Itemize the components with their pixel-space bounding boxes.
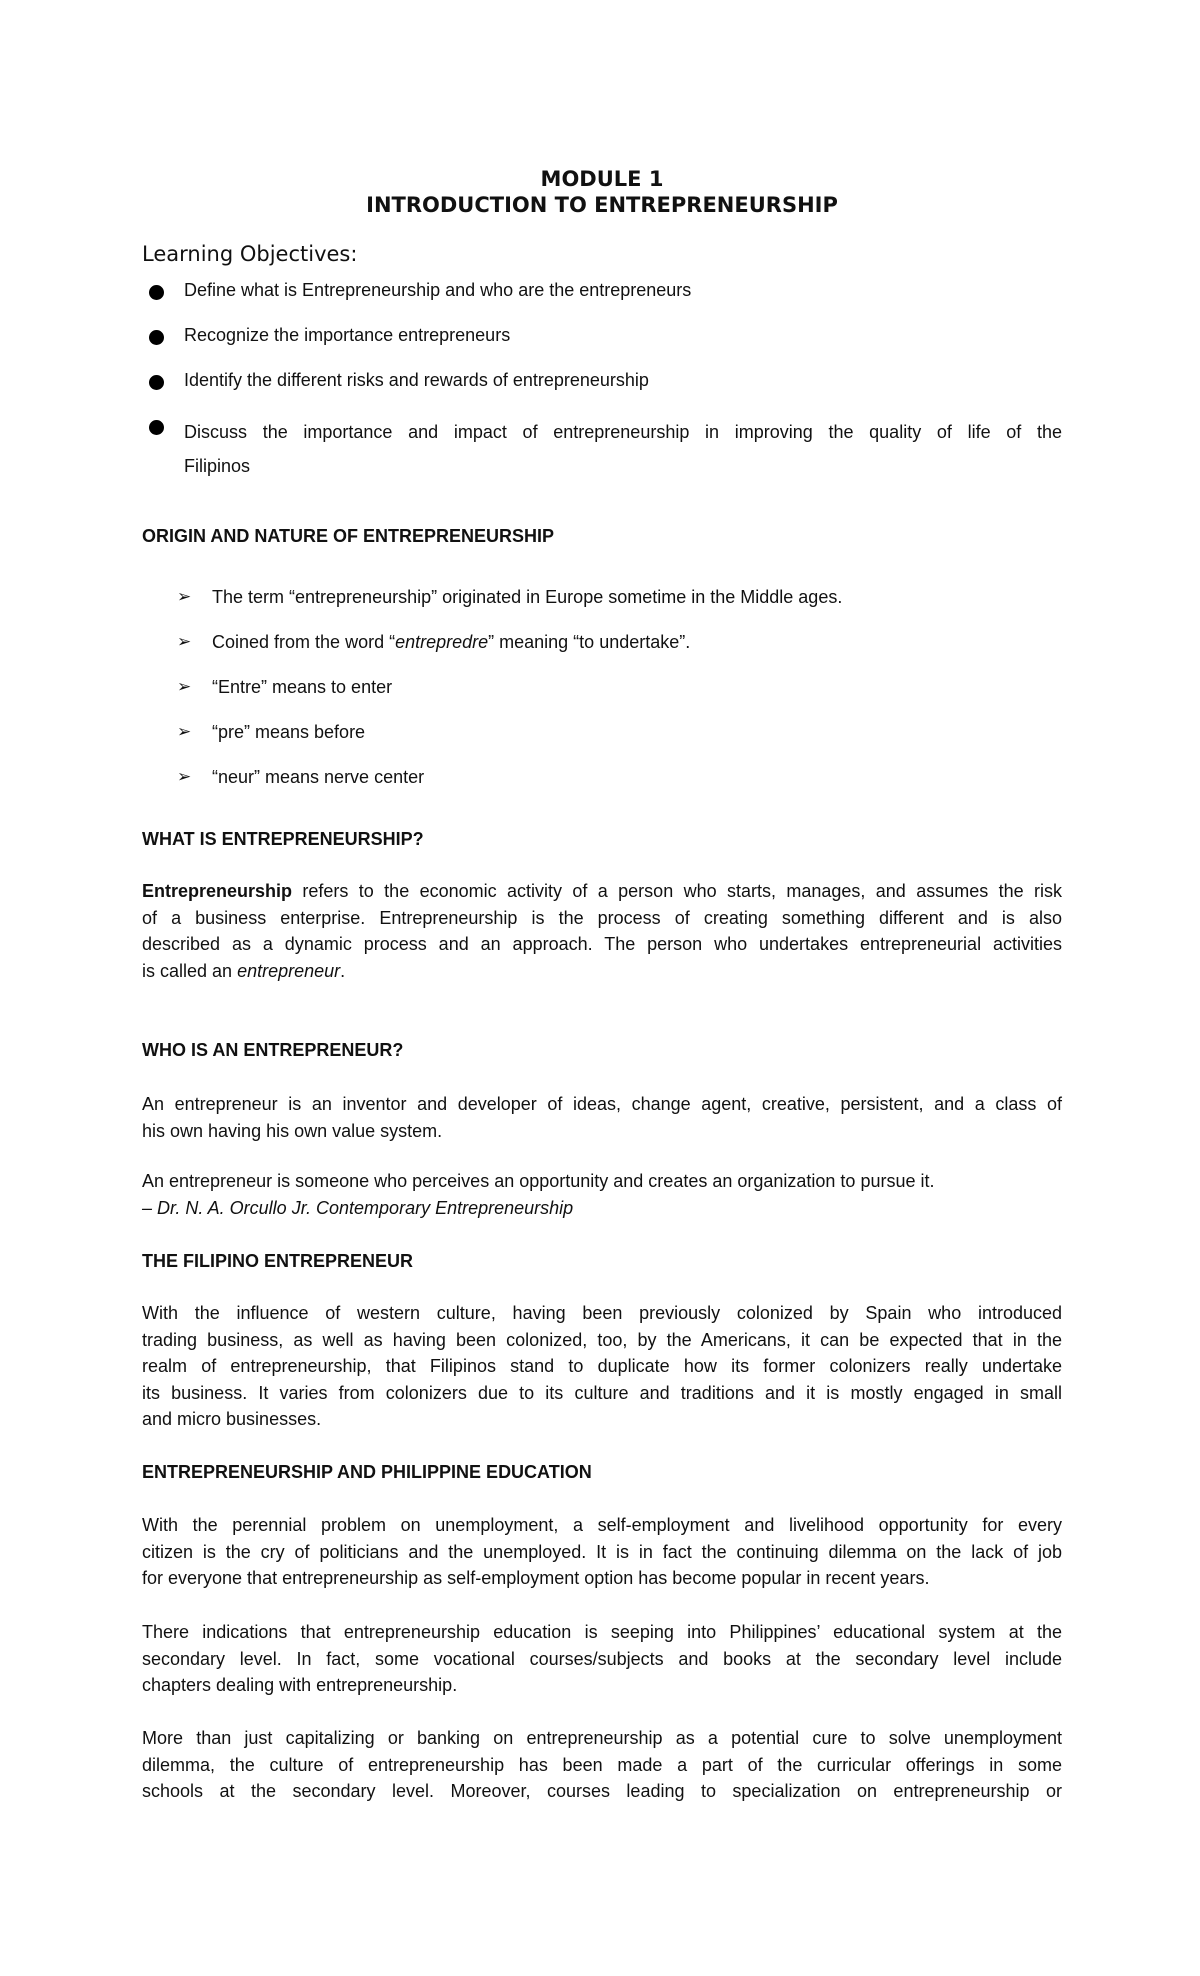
paragraph-text: . xyxy=(340,960,346,981)
what-is-paragraph xyxy=(142,878,1062,984)
objective-line: Filipinos xyxy=(184,456,251,476)
arrow-bullet-icon: ➢ xyxy=(177,632,192,651)
bullet-icon xyxy=(149,420,164,435)
paragraph-text: is called an xyxy=(142,960,238,981)
paragraph-line: realm of entrepreneurship, that Filipinos stand to duplicate how its former colonizers really undertake xyxy=(142,1356,1062,1377)
paragraph-line: dilemma, the culture of entrepreneurship has been made a part of the curricular offerings in some xyxy=(142,1754,1062,1775)
filipino-heading: THE FILIPINO ENTREPRENEUR xyxy=(142,1251,414,1271)
education-paragraph xyxy=(142,1619,1062,1699)
paragraph-line: schools at the secondary level. Moreover, courses leading to specialization on entrepreneurship or xyxy=(142,1781,1062,1802)
paragraph-line: its business. It varies from colonizers due to its culture and traditions and it is mostly engaged in small xyxy=(142,1382,1062,1403)
origin-item: “Entre” means to enter xyxy=(212,677,393,697)
arrow-bullet-icon: ➢ xyxy=(177,767,192,786)
arrow-bullet-icon: ➢ xyxy=(177,677,192,696)
bullet-icon xyxy=(149,375,164,390)
definition-quote: An entrepreneur is someone who perceives an opportunity and creates an organization to pursue it. xyxy=(142,1171,935,1191)
objective-item: Recognize the importance entrepreneurs xyxy=(184,325,511,345)
term-bold: Entrepreneurship xyxy=(142,881,293,901)
bullet-icon xyxy=(149,330,164,345)
module-number: MODULE 1 xyxy=(540,167,664,191)
objective-item xyxy=(184,415,1062,483)
paragraph-line: for everyone that entrepreneurship as self-employment option has become popular in recent years. xyxy=(142,1568,930,1589)
objective-line: Discuss the importance and impact of entrepreneurship in improving the quality of life of the xyxy=(184,422,1062,442)
paragraph-line: With the perennial problem on unemployment, a self-employment and livelihood opportunity for every xyxy=(142,1515,1062,1535)
learning-objectives-heading: Learning Objectives: xyxy=(142,242,358,266)
paragraph-line: An entrepreneur is an inventor and developer of ideas, change agent, creative, persistent, and a class of xyxy=(142,1094,1062,1114)
paragraph-line xyxy=(142,878,1062,905)
paragraph-line: There indications that entrepreneurship education is seeping into Philippines’ educational system at the xyxy=(142,1622,1062,1642)
paragraph-line: citizen is the cry of politicians and the unemployed. It is in fact the continuing dilemma on the lack of job xyxy=(142,1541,1062,1562)
paragraph-line xyxy=(142,958,1062,985)
objective-item: Identify the different risks and rewards of entrepreneurship xyxy=(184,370,649,390)
what-is-heading: WHAT IS ENTREPRENEURSHIP? xyxy=(142,829,424,849)
origin-heading: ORIGIN AND NATURE OF ENTREPRENEURSHIP xyxy=(142,526,555,546)
education-paragraph xyxy=(142,1725,1062,1805)
objective-item: Define what is Entrepreneurship and who are the entrepreneurs xyxy=(184,280,692,300)
paragraph-line: of a business enterprise. Entrepreneurship is the process of creating something different and is also xyxy=(142,907,1062,928)
paragraph-line: With the influence of western culture, having been previously colonized by Spain who introduced xyxy=(142,1303,1062,1323)
paragraph-line: More than just capitalizing or banking on entrepreneurship as a potential cure to solve unemployment xyxy=(142,1728,1062,1748)
origin-item-text: Coined from the word “ xyxy=(212,632,396,652)
paragraph-line: trading business, as well as having been colonized, too, by the Americans, it can be expected that in the xyxy=(142,1329,1062,1350)
origin-item-text: ” meaning “to undertake”. xyxy=(488,632,691,652)
education-paragraph xyxy=(142,1512,1062,1592)
filipino-paragraph xyxy=(142,1300,1062,1433)
paragraph-line: and micro businesses. xyxy=(142,1409,322,1430)
citation xyxy=(142,1198,573,1219)
paragraph-line: chapters dealing with entrepreneurship. xyxy=(142,1675,458,1696)
paragraph-line: described as a dynamic process and an approach. The person who undertakes entrepreneurial activities xyxy=(142,934,1062,955)
who-is-heading: WHO IS AN ENTREPRENEUR? xyxy=(142,1040,404,1060)
origin-item-italic: entrepredre xyxy=(395,632,489,652)
arrow-bullet-icon: ➢ xyxy=(177,722,192,741)
education-heading: ENTREPRENEURSHIP AND PHILIPPINE EDUCATION xyxy=(142,1462,592,1482)
origin-item: The term “entrepreneurship” originated in Europe sometime in the Middle ages. xyxy=(212,587,843,607)
page-title: INTRODUCTION TO ENTREPRENEURSHIP xyxy=(366,193,838,217)
origin-item: “pre” means before xyxy=(212,722,366,742)
who-is-paragraph xyxy=(142,1091,1062,1144)
paragraph-italic: entrepreneur xyxy=(237,960,341,981)
arrow-bullet-icon: ➢ xyxy=(177,587,192,606)
origin-item xyxy=(212,632,690,653)
paragraph-text: refers to the economic activity of a person who starts, manages, and assumes the risk xyxy=(292,881,1062,901)
origin-item: “neur” means nerve center xyxy=(212,767,425,787)
citation-text: – Dr. N. A. Orcullo Jr. Contemporary Entrepreneurship xyxy=(142,1198,574,1218)
paragraph-line: his own having his own value system. xyxy=(142,1120,443,1141)
bullet-icon xyxy=(149,285,164,300)
paragraph-line: secondary level. In fact, some vocational courses/subjects and books at the secondary level include xyxy=(142,1648,1062,1669)
